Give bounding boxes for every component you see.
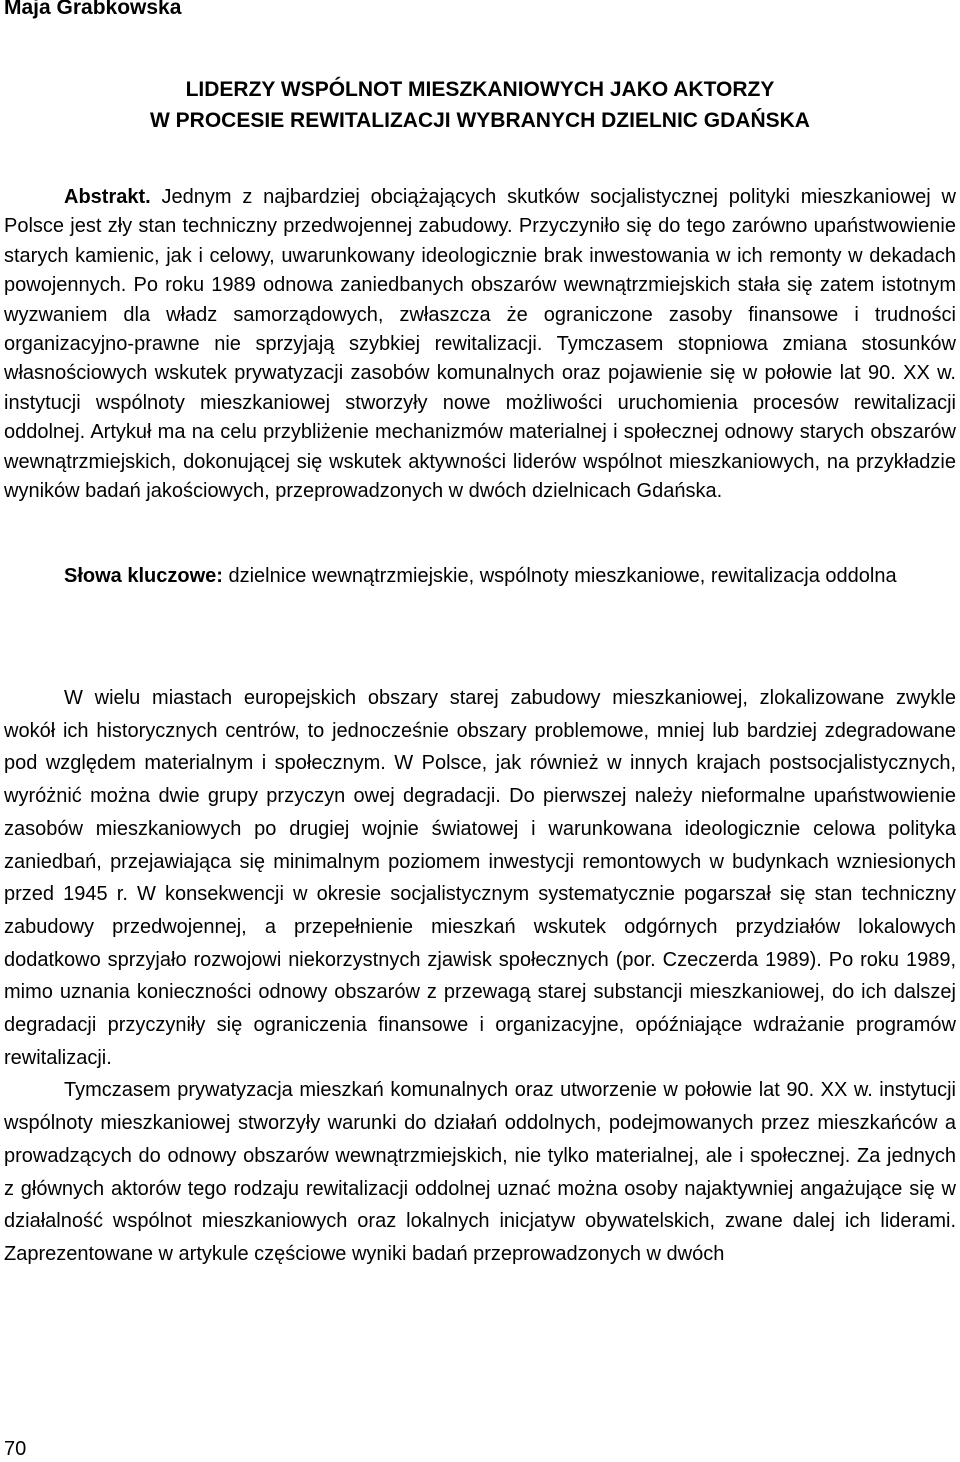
abstract <box>4 183 956 506</box>
body-paragraph-1: W wielu miastach europejskich obszary starej zabudowy mieszkaniowej, zlokalizowane zwykle wokół ich historycznych centrów, to jednocześnie obszary problemowe, mniej lub bardziej zdegradowane pod względem materialnym i społecznym. W Polsce, jak również w innych krajach postsocjalistycznych, wyróżnić można dwie grupy przyczyn owej degradacji. Do pierwszej należy nieformalne upaństwowienie zasobów mieszkaniowych po drugiej wojnie światowej i warunkowana ideologicznie celowa polityka zaniedbań, przejawiająca się minimalnym poziomem inwestycji remontowych w budynkach wzniesionych przed 1945 r. W konsekwencji w okresie socjalistycznym systematycznie pogarszał się stan techniczny zabudowy przedwojennej, a przepełnienie mieszkań wskutek odgórnych przydziałów lokalowych dodatkowo sprzyjało rozwojowi niekorzystnych zjawisk społecznych (por. Czeczerda 1989). Po roku 1989, mimo uznania konieczności odnowy obszarów z przewagą starej substancji mieszkaniowej, do ich dalszej degradacji przyczyniły się ograniczenia finansowe i organizacyjne, opóźniające wdrażanie programów rewitalizacji. <box>4 687 956 1069</box>
keywords <box>4 561 956 591</box>
article-body <box>4 682 956 1271</box>
author-name: Maja Grabkowska <box>4 0 182 19</box>
page-number: 70 <box>4 1438 27 1460</box>
keywords-label: Słowa kluczowe: <box>64 565 223 587</box>
abstract-label: Abstrakt. <box>64 186 151 208</box>
title-line-2: W PROCESIE REWITALIZACJI WYBRANYCH DZIELNIC GDAŃSKA <box>150 109 810 132</box>
abstract-text: Jednym z najbardziej obciążających skutków socjalistycznej polityki mieszkaniowej w Polsce jest zły stan techniczny przedwojennej zabudowy. Przyczyniło się do tego zarówno upaństwowienie starych kamienic, jak i celowy, uwarunkowany ideologicznie brak inwestowania w ich remonty w dekadach powojennych. Po roku 1989 odnowa zaniedbanych obszarów wewnątrzmiejskich stała się zatem istotnym wyzwaniem dla władz samorządowych, zwłaszcza że ograniczone zasoby finansowe i trudności organizacyjno-prawne nie sprzyjają szybkiej rewitalizacji. Tymczasem stopniowa zmiana stosunków własnościowych wskutek prywatyzacji zasobów komunalnych oraz pojawienie się w połowie lat 90. XX w. instytucji wspólnoty mieszkaniowej stworzyły nowe możliwości uruchomienia procesów rewitalizacji oddolnej. Artykuł ma na celu przybliżenie mechanizmów materialnej i społecznej odnowy starych obszarów wewnątrzmiejskich, dokonującej się wskutek aktywności liderów wspólnot mieszkaniowych, na przykładzie wyników badań jakościowych, przeprowadzonych w dwóch dzielnicach Gdańska. <box>4 186 956 503</box>
title-line-1: LIDERZY WSPÓLNOT MIESZKANIOWYCH JAKO AKTORZY <box>185 78 775 101</box>
keywords-text: dzielnice wewnątrzmiejskie, wspólnoty mieszkaniowe, rewitalizacja oddolna <box>222 565 897 587</box>
body-paragraph-2: Tymczasem prywatyzacja mieszkań komunalnych oraz utworzenie w połowie lat 90. XX w. instytucji wspólnoty mieszkaniowej stworzyły warunki do działań oddolnych, podejmowanych przez mieszkańców a prowadzących do odnowy obszarów wewnątrzmiejskich, nie tylko materialnej, ale i społecznej. Za jednych z głównych aktorów tego rodzaju rewitalizacji oddolnej uznać można osoby najaktywniej angażujące się w działalność wspólnot mieszkaniowych oraz lokalnych inicjatyw obywatelskich, zwane dalej ich liderami. Zaprezentowane w artykule częściowe wyniki badań przeprowadzonych w dwóch <box>4 1079 956 1265</box>
article-title <box>0 74 960 136</box>
